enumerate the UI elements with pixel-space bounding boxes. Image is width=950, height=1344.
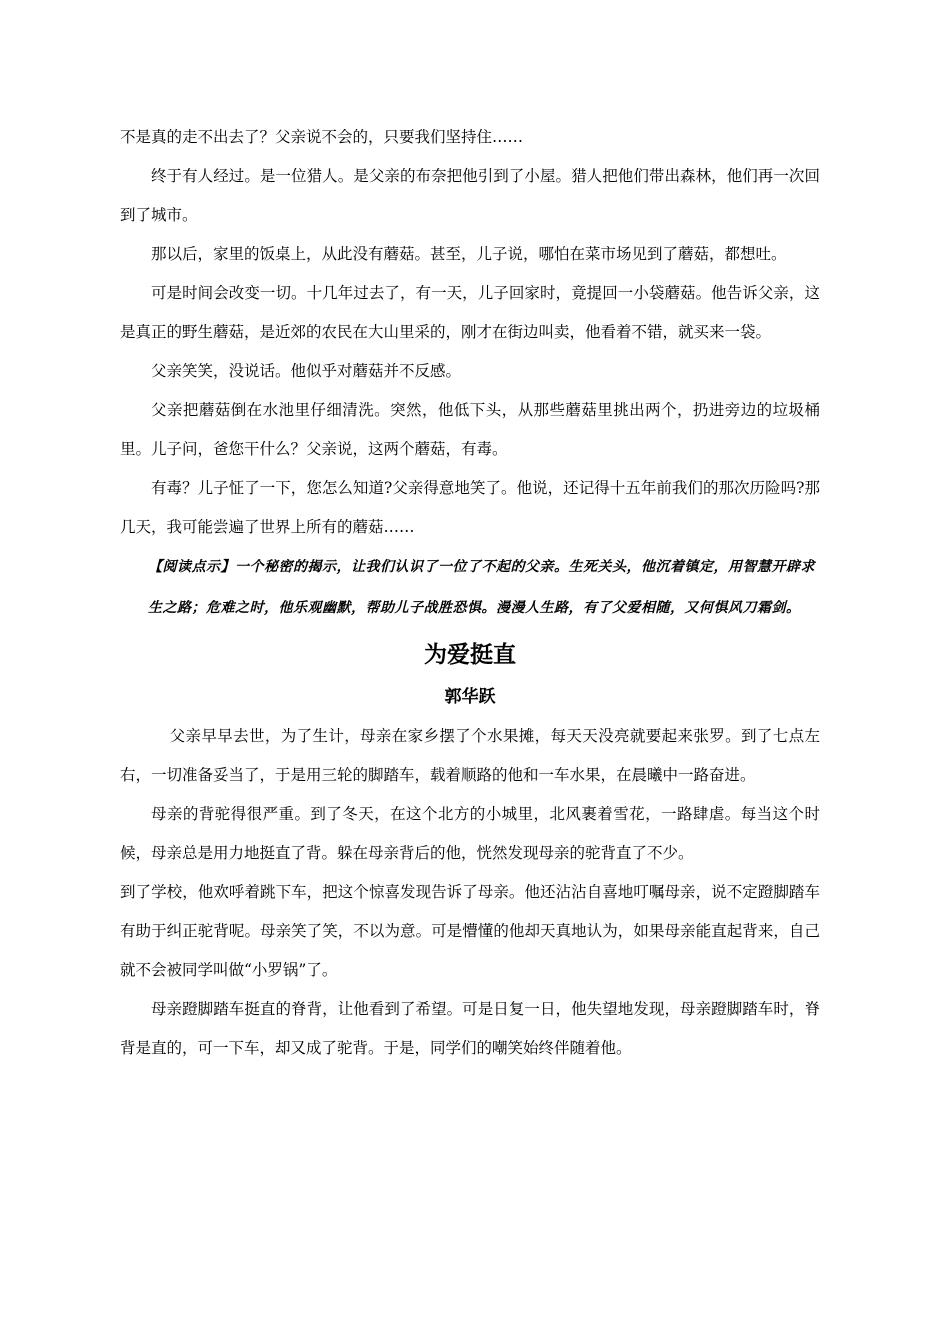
paragraph-washing: 父亲把蘑菇倒在水池里仔细清洗。突然，他低下头，从那些蘑菇里挑出两个，扔进旁边的垃圾桶里。儿子问，爸您干什么？父亲说，这两个蘑菇，有毒。 xyxy=(120,401,820,458)
reading-note: 【阅读点示】一个秘密的揭示，让我们认识了一位了不起的父亲。生死关头，他沉着镇定，用智慧开辟求生之路；危难之时，他乐观幽默，帮助儿子战胜恐惧。漫漫人生路，有了父爱相随，又何惧风刀霜剑。 xyxy=(148,559,815,616)
article-author: 郭华跃 xyxy=(444,687,496,707)
document-page xyxy=(120,118,820,1068)
article-title: 为爱挺直 xyxy=(424,642,516,668)
paragraph-school: 到了学校，他欢呼着跳下车，把这个惊喜发现告诉了母亲。他还沾沾自喜地叮嘱母亲，说不定蹬脚踏车有助于纠正驼背呢。母亲笑了笑，不以为意。可是懵懂的他却天真地认为，如果母亲能直起背来，自己就不会被同学叫做“小罗锅”了。 xyxy=(120,883,820,979)
paragraph-hope: 母亲蹬脚踏车挺直的脊背，让他看到了希望。可是日复一日，他失望地发现，母亲蹬脚踏车时，脊背是直的，可一下车，却又成了驼背。于是，同学们的嘲笑始终伴随着他。 xyxy=(120,1000,820,1057)
paragraph-father-smiles: 父亲笑笑，没说话。他似乎对蘑菇并不反感。 xyxy=(151,362,462,380)
paragraph-time-changes: 可是时间会改变一切。十几年过去了，有一天，儿子回家时，竟提回一小袋蘑菇。他告诉父亲，这是真正的野生蘑菇，是近郊的农民在大山里采的，刚才在街边叫卖，他看着不错，就买来一袋。 xyxy=(120,284,820,341)
paragraph-hunter: 终于有人经过。是一位猎人。是父亲的布奈把他引到了小屋。猎人把他们带出森林，他们再一次回到了城市。 xyxy=(120,167,820,224)
paragraph-hunched-back: 母亲的背驼得很严重。到了冬天，在这个北方的小城里，北风裹着雪花，一路肆虐。每当这个时候，母亲总是用力地挺直了背。躲在母亲背后的他，恍然发现母亲的驼背直了不少。 xyxy=(120,805,820,862)
paragraph-poisonous: 有毒？儿子怔了一下，您怎么知道?父亲得意地笑了。他说，还记得十五年前我们的那次历险吗?那几天，我可能尝遍了世界上所有的蘑菇…… xyxy=(120,479,820,536)
paragraph-mother-stall: 父亲早早去世，为了生计，母亲在家乡摆了个水果摊，每天天没亮就要起来张罗。到了七点左右，一切准备妥当了，于是用三轮的脚踏车，载着顺路的他和一车水果，在晨曦中一路奋进。 xyxy=(120,727,820,784)
paragraph-continued: 不是真的走不出去了？父亲说不会的，只要我们坚持住…… xyxy=(120,128,524,146)
paragraph-no-mushrooms: 那以后，家里的饭桌上，从此没有蘑菇。甚至，儿子说，哪怕在菜市场见到了蘑菇，都想吐。 xyxy=(151,245,787,263)
